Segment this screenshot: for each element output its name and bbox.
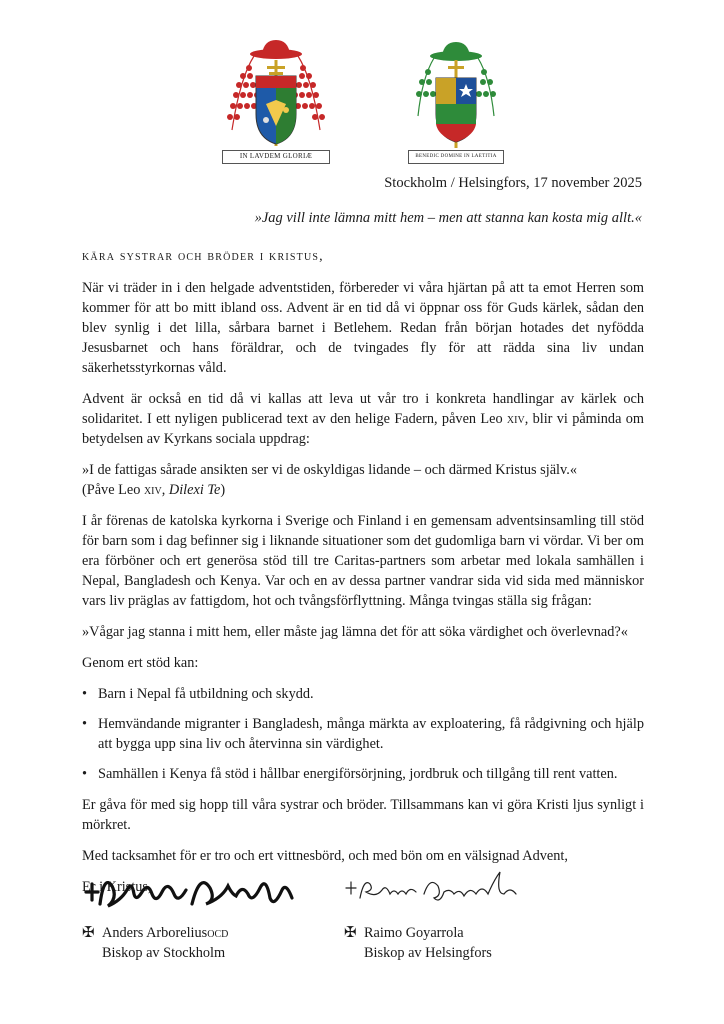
episcopal-cross-icon: ✠ <box>82 925 95 941</box>
dateline: Stockholm / Helsingfors, 17 november 2025 <box>384 175 642 191</box>
support-list <box>82 684 644 784</box>
citation-open: (Påve Leo <box>82 482 144 498</box>
signature-block-left <box>82 864 302 963</box>
stockholm-coat-of-arms <box>222 38 330 164</box>
list-item: • Hemvändande migranter i Bangladesh, många märkta av exploatering, få rådgivning och hjälp att bygga upp sina liv och återvinna sin värdighet. <box>82 714 644 754</box>
signer-name-left <box>82 923 302 943</box>
citation-comma: , <box>161 482 169 498</box>
right-coat-motto: BENEDIC DOMINE IN LAETITIA <box>408 150 504 164</box>
bishop-hat-shield-icon <box>408 38 504 152</box>
citation-roman: xiv <box>143 482 162 498</box>
support-intro: Genom ert stöd kan: <box>82 655 199 671</box>
citation-close: ) <box>220 482 226 498</box>
left-coat-motto: IN LAVDEM GLORIÆ <box>222 150 330 164</box>
signer-title-left: Biskop av Stockholm <box>102 945 226 961</box>
closing: Er i Kristus, <box>82 879 152 895</box>
citation-title: Dilexi Te <box>168 482 221 498</box>
citation-quote: »I de fattigas sårade ansikten ser vi de oskyldigas lidande – och därmed Kristus själv.« <box>82 462 577 478</box>
cardinal-hat-shield-icon <box>222 38 330 152</box>
list-item: • Samhällen i Kenya få stöd i hållbar energiförsörjning, jordbruk och tillgång till rent vatten. <box>82 764 644 784</box>
salutation: kära systrar och bröder i kristus, <box>82 249 324 264</box>
paragraph-2-text-end: , blir vi påminda om betydelsen av Kyrkans sociala uppdrag: <box>82 411 644 447</box>
handwritten-signature-arborelius <box>82 864 302 918</box>
paragraph-5: Med tacksamhet för er tro och ert vittnesbörd, och med bön om en välsignad Advent, <box>82 848 568 864</box>
religious-order: ocd <box>207 925 229 941</box>
signer-name: Raimo Goyarrola <box>364 925 464 941</box>
handwritten-signature-goyarrola <box>344 864 534 918</box>
episcopal-cross-icon: ✠ <box>344 925 357 941</box>
signer-title-right: Biskop av Helsingfors <box>364 945 492 961</box>
paragraph-2-text: Advent är också en tid då vi kallas att leva ut vår tro i konkreta handlingar av kärlek och solidaritet. I ett nyligen publicerad text av den helige Fadern, påven Leo <box>82 391 644 427</box>
signer-name-right <box>344 923 534 943</box>
paragraph-4: Er gåva för med sig hopp till våra systrar och bröder. Tillsammans kan vi göra Kristi ljus synligt i mörkret. <box>82 797 644 833</box>
question-quote: »Vågar jag stanna i mitt hem, eller måste jag lämna det för att söka värdighet och överlevnad?« <box>82 624 628 640</box>
signature-block-right <box>344 864 534 963</box>
paragraph-3: I år förenas de katolska kyrkorna i Sverige och Finland i en gemensam adventsinsamling till stöd för barn som i dag befinner sig i liknande situationer som det gudomliga barn vi vördar. Vi ber om era förböner och ert generösa stöd till tre Caritas-partners som arbetar med lokala samhällen i Nepal, Bangladesh och Kenya. Var och en av dessa partner vandrar sida vid sida med människor vars liv präglas av fattigdom, hot och tvångsförflyttning. Många tvingas ställa sig frågan: <box>82 513 644 609</box>
papal-citation <box>82 460 644 500</box>
signer-name: Anders Arborelius <box>102 925 208 941</box>
list-item: • Barn i Nepal få utbildning och skydd. <box>82 684 644 704</box>
paragraph-1: När vi träder in i den helgade adventstiden, förbereder vi våra hjärtan på att ta emot Herren som kommer för att bo mitt ibland oss. Advent är en tid då vi öppnar oss för Guds kärlek, sådan den blev synlig i det lilla, sårbara barnet i Betlehem. Redan från början hotades det nyfödda Jesusbarnet och hans föräldrar, och de tvingades fly för att rädda sina liv undan säkerhetsstyrkornas våld. <box>82 280 644 376</box>
helsinki-coat-of-arms <box>408 38 504 164</box>
paragraph-2 <box>82 389 644 449</box>
header-quote: »Jag vill inte lämna mitt hem – men att stanna kan kosta mig allt.« <box>254 210 642 226</box>
roman-numeral: xiv <box>506 411 525 427</box>
letter-body <box>82 249 644 908</box>
